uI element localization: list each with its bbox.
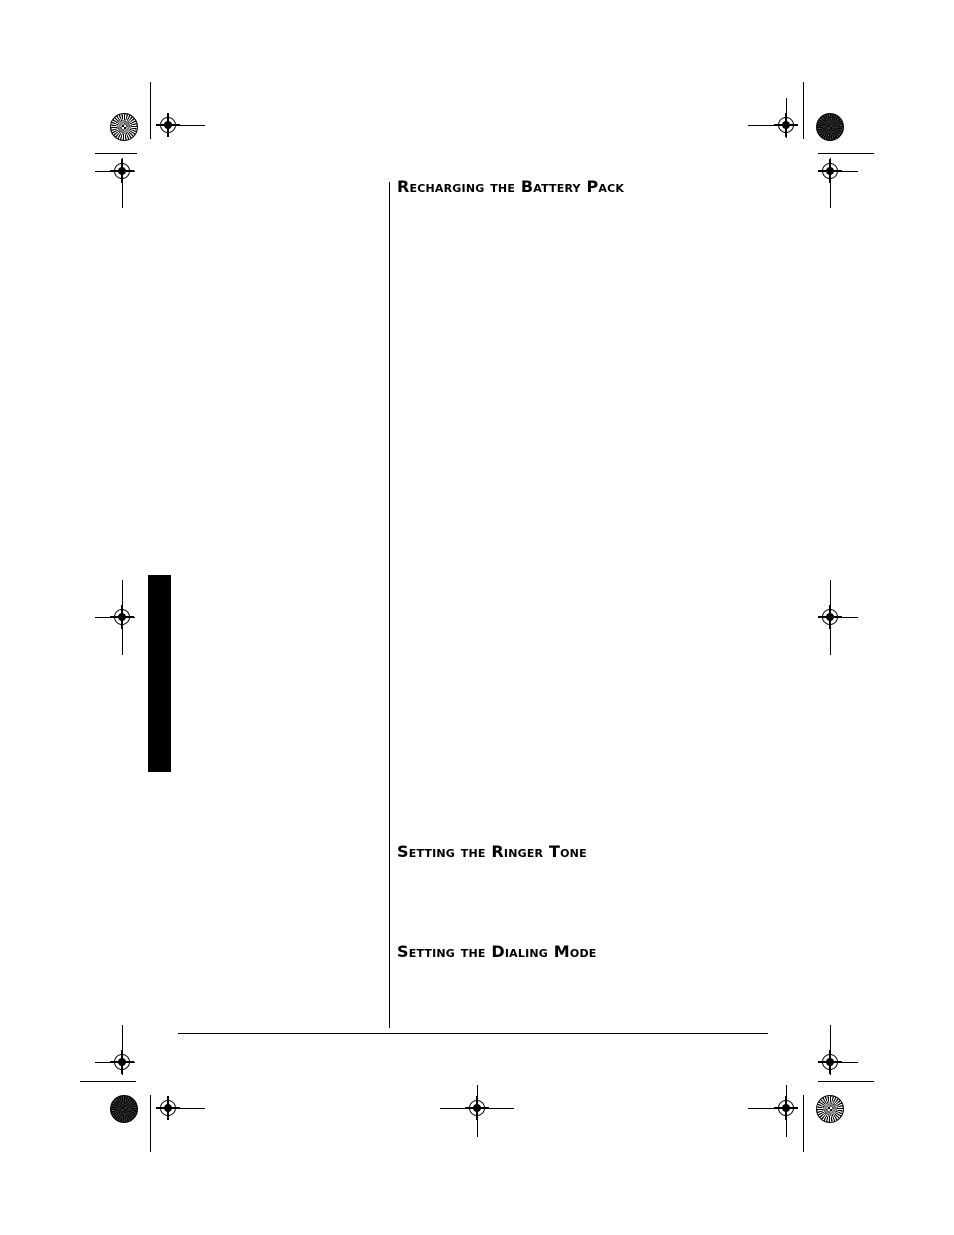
column-divider <box>389 182 390 1028</box>
crosshair-registration-icon <box>818 1050 842 1074</box>
crosshair-registration-icon <box>156 1096 180 1120</box>
starburst-color-target-icon <box>110 113 138 141</box>
crosshair-registration-icon <box>818 159 842 183</box>
section-heading-dialing-mode: Setting the Dialing Mode <box>397 942 597 961</box>
crop-mark <box>150 1095 151 1152</box>
crosshair-registration-icon <box>110 605 134 629</box>
starburst-color-target-icon <box>110 1095 138 1123</box>
crop-mark <box>80 1081 136 1082</box>
starburst-color-target-icon <box>816 1095 844 1123</box>
crop-mark <box>803 1095 804 1152</box>
crosshair-registration-icon <box>818 605 842 629</box>
crop-mark <box>150 82 151 139</box>
section-heading-ringer-tone: Setting the Ringer Tone <box>397 842 587 861</box>
crop-mark <box>803 82 804 139</box>
crop-mark <box>818 153 874 154</box>
crosshair-registration-icon <box>110 1050 134 1074</box>
crosshair-registration-icon <box>156 113 180 137</box>
crosshair-registration-icon <box>774 113 798 137</box>
starburst-color-target-icon <box>816 113 844 141</box>
footer-rule <box>178 1033 768 1034</box>
chapter-tab <box>148 575 171 772</box>
crop-mark <box>95 153 137 154</box>
crosshair-registration-icon <box>465 1096 489 1120</box>
crop-mark <box>818 1081 874 1082</box>
crosshair-registration-icon <box>110 159 134 183</box>
crosshair-registration-icon <box>774 1096 798 1120</box>
section-heading-recharging: Recharging the Battery Pack <box>397 177 625 196</box>
